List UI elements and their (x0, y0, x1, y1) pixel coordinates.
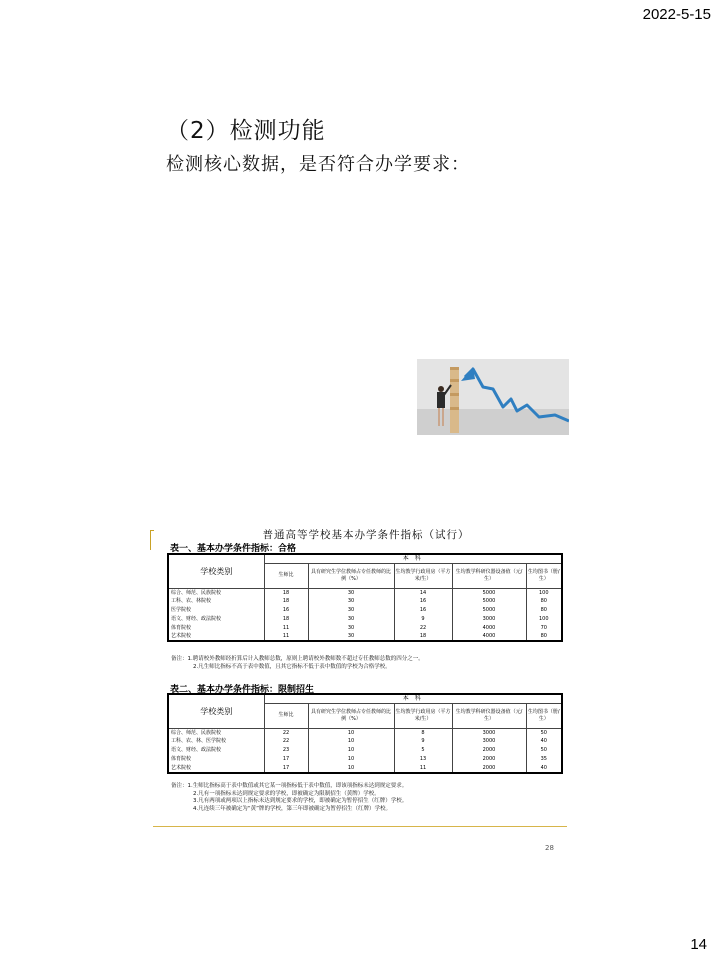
row-label: 工科、农、林、医学院校 (168, 737, 264, 746)
cell: 11 (264, 632, 308, 641)
cell: 22 (394, 624, 452, 633)
table-row (168, 588, 562, 597)
col-equipment-value: 生均教学科研仪器设备值（元/生） (452, 563, 526, 588)
cell: 16 (264, 606, 308, 615)
table1-notes (171, 656, 424, 671)
col-grad-degree-ratio: 具有研究生学位教师占专任教师的比例（%） (308, 563, 394, 588)
col-books: 生均图书（册/生） (526, 703, 562, 728)
cell: 18 (394, 632, 452, 641)
col-grad-degree-ratio: 具有研究生学位教师占专任教师的比例（%） (308, 703, 394, 728)
cell: 18 (264, 597, 308, 606)
cell: 10 (308, 737, 394, 746)
note-line: 备注：1.生师比指标高于表中数值或其它某一项指标低于表中数值，即该项指标未达到规定要求。 (171, 783, 408, 789)
cell: 11 (264, 624, 308, 633)
table-row (168, 764, 562, 773)
table1-heading: 表一、基本办学条件指标：合格 (170, 544, 297, 554)
table-row (168, 615, 562, 624)
cell: 30 (308, 588, 394, 597)
table-row (168, 606, 562, 615)
cell: 5000 (452, 588, 526, 597)
cell: 22 (264, 737, 308, 746)
col-group-undergrad: 本 科 (264, 554, 562, 563)
col-books: 生均图书（册/生） (526, 563, 562, 588)
col-student-teacher-ratio: 生师比 (264, 563, 308, 588)
row-label: 综合、师范、民族院校 (168, 728, 264, 737)
row-label: 综合、师范、民族院校 (168, 588, 264, 597)
row-label: 语文、财经、政法院校 (168, 746, 264, 755)
row-label: 医学院校 (168, 606, 264, 615)
slide-heading: （2）检测功能 (166, 118, 326, 144)
cell: 3000 (452, 728, 526, 737)
slide-subheading: 检测核心数据，是否符合办学要求： (166, 154, 470, 175)
cell: 80 (526, 606, 562, 615)
cell: 3000 (452, 737, 526, 746)
row-label: 工科、农、林院校 (168, 597, 264, 606)
col-group-undergrad: 本 科 (264, 694, 562, 703)
cell: 80 (526, 632, 562, 641)
cell: 8 (394, 728, 452, 737)
document-divider (153, 826, 567, 827)
note-line: 4.凡连续三年被确定为“黄”牌的学校，第三年即被确定为暂停招生（红牌）学校。 (193, 805, 391, 812)
cell: 35 (526, 755, 562, 764)
row-label: 体育院校 (168, 624, 264, 633)
cell: 10 (308, 755, 394, 764)
row-label: 语文、财经、政法院校 (168, 615, 264, 624)
col-school-type: 学校类别 (168, 554, 264, 588)
table-row (168, 737, 562, 746)
row-label: 艺术院校 (168, 764, 264, 773)
cell: 50 (526, 746, 562, 755)
cell: 30 (308, 597, 394, 606)
cell: 2000 (452, 755, 526, 764)
cell: 30 (308, 632, 394, 641)
cell: 9 (394, 615, 452, 624)
col-building-area: 生均教学行政用房（平方米/生） (394, 563, 452, 588)
cell: 50 (526, 728, 562, 737)
cell: 16 (394, 606, 452, 615)
cell: 5 (394, 746, 452, 755)
cell: 4000 (452, 624, 526, 633)
note-line: 3.凡有两项或两项以上指标未达到规定要求的学校，即被确定为暂停招生（红牌）学校。 (193, 798, 408, 805)
row-label: 艺术院校 (168, 632, 264, 641)
table-row (168, 755, 562, 764)
col-student-teacher-ratio: 生师比 (264, 703, 308, 728)
cell: 9 (394, 737, 452, 746)
table-row (168, 597, 562, 606)
table2-notes (171, 783, 407, 813)
cell: 10 (308, 764, 394, 773)
cell: 100 (526, 615, 562, 624)
col-school-type: 学校类别 (168, 694, 264, 728)
cell: 2000 (452, 764, 526, 773)
note-line: 2.凡有一项指标未达到规定要求的学校，即被确定为限制招生（黄牌）学校。 (193, 790, 380, 797)
table2-heading: 表二、基本办学条件指标：限制招生 (170, 685, 315, 695)
cell: 4000 (452, 632, 526, 641)
cell: 80 (526, 597, 562, 606)
slide-date: 2022-5-15 (642, 6, 711, 23)
cell: 10 (308, 746, 394, 755)
cell: 5000 (452, 606, 526, 615)
cell: 11 (394, 764, 452, 773)
cell: 16 (394, 597, 452, 606)
document-bracket-mark (150, 530, 154, 550)
col-equipment-value: 生均教学科研仪器设备值（元/生） (452, 703, 526, 728)
cell: 22 (264, 728, 308, 737)
table-row (168, 746, 562, 755)
cell: 30 (308, 606, 394, 615)
cell: 18 (264, 588, 308, 597)
cell: 14 (394, 588, 452, 597)
cell: 40 (526, 764, 562, 773)
table-row (168, 624, 562, 633)
table-row (168, 728, 562, 737)
cell: 100 (526, 588, 562, 597)
row-label: 体育院校 (168, 755, 264, 764)
cell: 3000 (452, 615, 526, 624)
cell: 30 (308, 615, 394, 624)
table2-restricted (167, 693, 563, 774)
cell: 70 (526, 624, 562, 633)
cell: 17 (264, 764, 308, 773)
cell: 5000 (452, 597, 526, 606)
table1-qualified (167, 553, 563, 642)
col-building-area: 生均教学行政用房（平方米/生） (394, 703, 452, 728)
stock-photo-declining-chart (417, 359, 569, 435)
cell: 2000 (452, 746, 526, 755)
table-row (168, 632, 562, 641)
cell: 13 (394, 755, 452, 764)
slide-number: 14 (690, 936, 707, 953)
cell: 30 (308, 624, 394, 633)
note-line: 2.凡生师比指标不高于表中数值，且其它指标不低于表中数值的学校为合格学校。 (193, 663, 391, 670)
cell: 18 (264, 615, 308, 624)
cell: 23 (264, 746, 308, 755)
document-title: 普通高等学校基本办学条件指标（试行） (262, 529, 470, 541)
cell: 40 (526, 737, 562, 746)
cell: 17 (264, 755, 308, 764)
cell: 10 (308, 728, 394, 737)
note-line: 备注：1.聘请校外教师经折算后计入教师总数，原则上聘请校外教师数不超过专任教师总数的四分之一。 (171, 656, 424, 662)
document-page-number: 28 (545, 844, 554, 852)
